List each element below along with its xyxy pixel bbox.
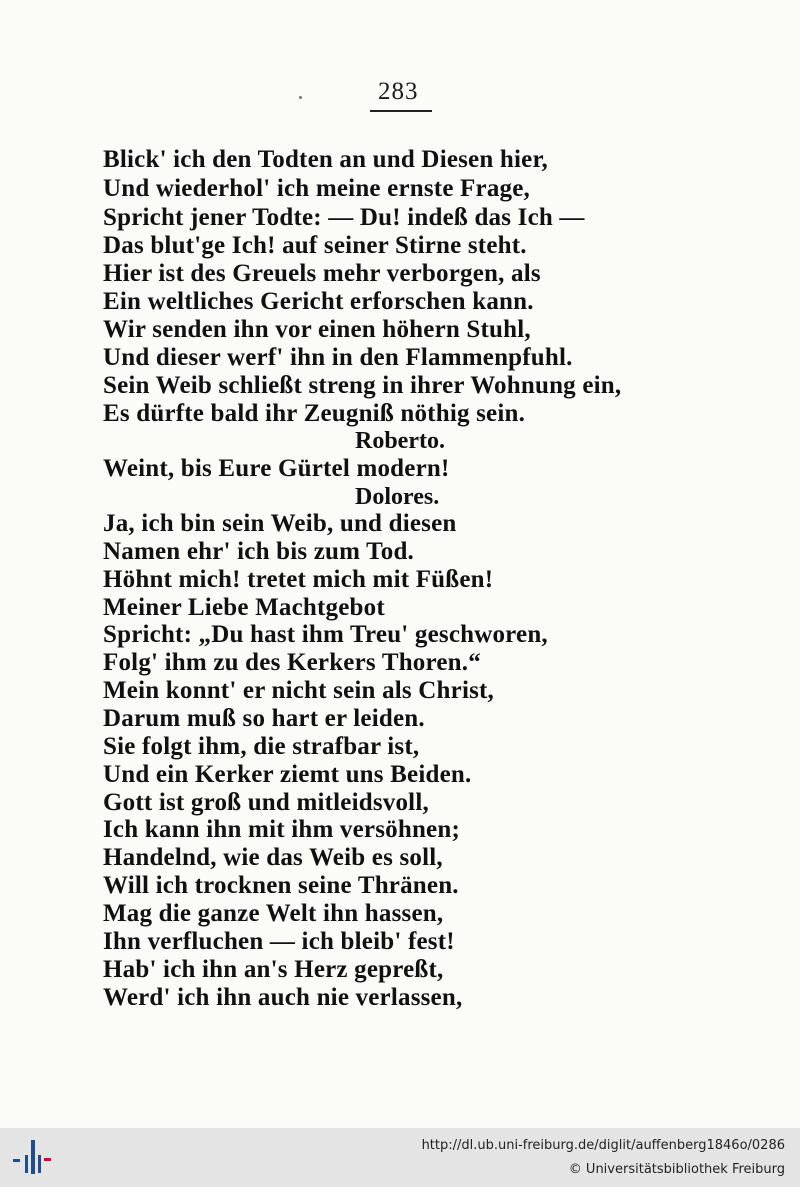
viewer-footer <box>0 1128 800 1187</box>
library-logo-icon <box>10 1134 54 1180</box>
verse-line: Will ich trocknen seine Thränen. <box>103 872 459 899</box>
verse-line: Werd' ich ihn auch nie verlassen, <box>103 984 463 1011</box>
verse-line: Blick' ich den Todten an und Diesen hier, <box>103 146 548 173</box>
verse-line: Hier ist des Greuels mehr verborgen, als <box>103 260 541 287</box>
verse-line: Und wiederhol' ich meine ernste Frage, <box>103 175 530 202</box>
verse-line: Ja, ich bin sein Weib, und diesen <box>103 510 457 537</box>
verse-line: Hab' ich ihn an's Herz gepreßt, <box>103 956 444 983</box>
verse-line: Mein konnt' er nicht sein als Christ, <box>103 677 494 704</box>
source-url-link[interactable]: http://dl.ub.uni-freiburg.de/diglit/auffenberg1846o/0286 <box>421 1138 785 1153</box>
verse-line: Handelnd, wie das Weib es soll, <box>103 844 443 871</box>
verse-line: Weint, bis Eure Gürtel modern! <box>103 455 450 482</box>
verse-line: Namen ehr' ich bis zum Tod. <box>103 538 415 565</box>
verse-line: Und ein Kerker ziemt uns Beiden. <box>103 761 472 788</box>
verse-line: Ein weltliches Gericht erforschen kann. <box>103 288 534 315</box>
verse-line: Spricht: „Du hast ihm Treu' geschworen, <box>103 621 548 648</box>
verse-line: Meiner Liebe Machtgebot <box>103 594 385 621</box>
verse-line: Sie folgt ihm, die strafbar ist, <box>103 733 420 760</box>
verse-line: Ihn verfluchen — ich bleib' fest! <box>103 928 455 955</box>
verse-line: Mag die ganze Welt ihn hassen, <box>103 900 444 927</box>
speaker-roberto: Roberto. <box>355 428 445 454</box>
verse-line: Darum muß so hart er leiden. <box>103 705 425 732</box>
verse-line: Folg' ihm zu des Kerkers Thoren.“ <box>103 649 481 676</box>
verse-line: Wir senden ihn vor einen höhern Stuhl, <box>103 316 531 343</box>
verse-line: Sein Weib schließt streng in ihrer Wohnung ein, <box>103 372 622 399</box>
verse-line: Spricht jener Todte: — Du! indeß das Ich — <box>103 204 585 231</box>
verse-line: Und dieser werf' ihn in den Flammenpfuhl. <box>103 344 573 371</box>
speck <box>299 96 302 99</box>
verse-line: Es dürfte bald ihr Zeugniß nöthig sein. <box>103 400 526 427</box>
verse-line: Gott ist groß und mitleidsvoll, <box>103 789 429 816</box>
verse-line: Ich kann ihn mit ihm versöhnen; <box>103 816 460 843</box>
verse-line: Höhnt mich! tretet mich mit Füßen! <box>103 566 494 593</box>
speaker-dolores: Dolores. <box>355 484 440 510</box>
copyright-notice: © Universitätsbibliothek Freiburg <box>568 1162 785 1177</box>
verse-line: Das blut'ge Ich! auf seiner Stirne steht. <box>103 232 527 259</box>
page-number: 283 <box>378 78 419 105</box>
page-number-rule <box>370 110 432 112</box>
